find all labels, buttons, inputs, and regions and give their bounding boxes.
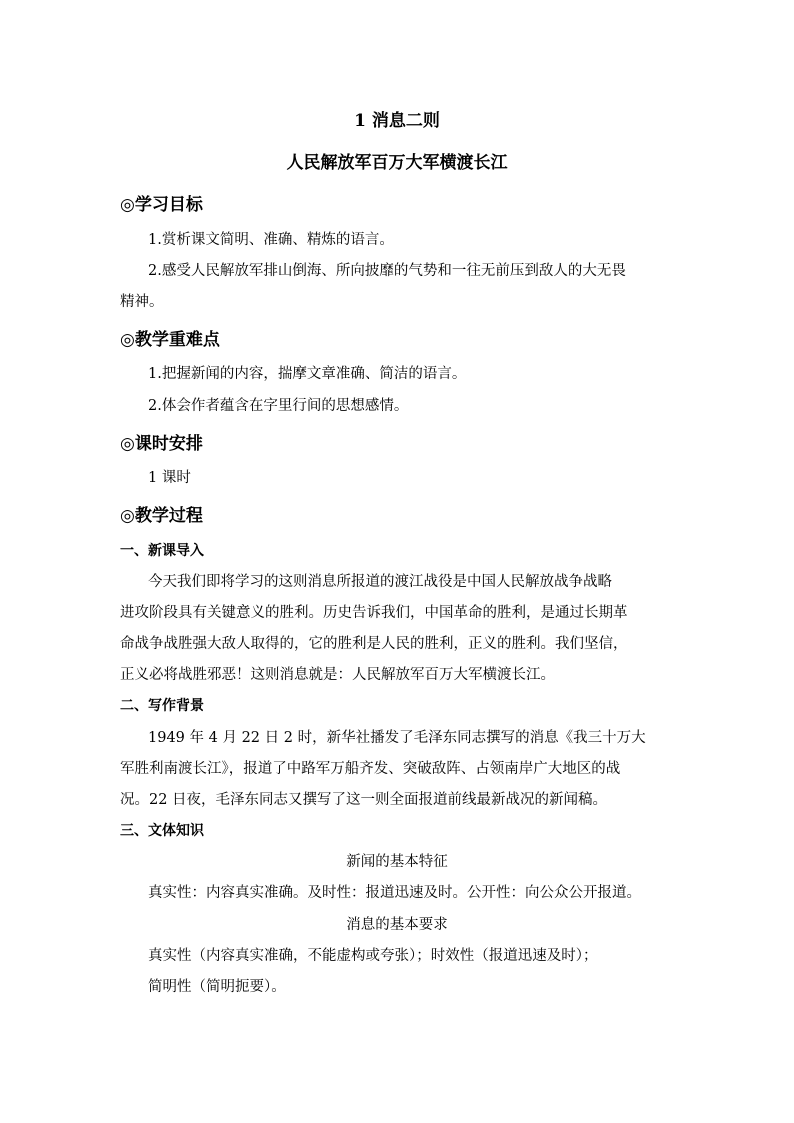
keypoint-item-1: 1.把握新闻的内容，揣摩文章准确、简洁的语言。 — [148, 366, 467, 382]
keypoint-item-2: 2.体会作者蕴含在字里行间的思想感情。 — [148, 398, 409, 414]
part2-line-3: 况。22 日夜，毛泽东同志又撰写了这一则全面报道前线最新战况的新闻稿。 — [120, 792, 608, 808]
process-heading: ◎教学过程 — [120, 506, 203, 526]
part2-line-2: 军胜利南渡长江》，报道了中路军万船齐发、突破敌阵、占领南岸广大地区的战 — [120, 761, 621, 777]
news-features-title: 新闻的基本特征 — [346, 854, 448, 870]
part1-line-3: 命战争战胜强大敌人取得的，它的胜利是人民的胜利，正义的胜利。我们坚信， — [120, 636, 628, 652]
objectives-heading: ◎学习目标 — [120, 195, 203, 215]
part2-heading: 二、写作背景 — [120, 698, 204, 714]
keypoints-heading: ◎教学重难点 — [120, 330, 220, 350]
page-subtitle: 人民解放军百万大军横渡长江 — [286, 153, 508, 173]
part1-line-1: 今天我们即将学习的这则消息所报道的渡江战役是中国人民解放战争战略 — [148, 574, 612, 590]
page-title: 1 消息二则 — [354, 111, 440, 131]
objective-item-1: 1.赏析课文简明、准确、精炼的语言。 — [148, 232, 394, 248]
part3-heading: 三、文体知识 — [120, 823, 204, 839]
objective-item-2-line-1: 2.感受人民解放军排山倒海、所向披靡的气势和一往无前压到敌人的大无畏 — [148, 263, 626, 279]
part1-line-2: 进攻阶段具有关键意义的胜利。历史告诉我们，中国革命的胜利，是通过长期革 — [120, 605, 628, 621]
part2-line-1: 1949 年 4 月 22 日 2 时，新华社播发了毛泽东同志撰写的消息《我三十万大 — [148, 730, 646, 746]
message-requirements-line-1: 真实性（内容真实准确，不能虚构或夸张）；时效性（报道迅速及时）； — [148, 948, 598, 964]
objective-item-2-line-2: 精神。 — [120, 294, 164, 310]
schedule-value: 1 课时 — [148, 470, 191, 486]
part1-line-4: 正义必将战胜邪恶！这则消息就是：人民解放军百万大军横渡长江。 — [120, 667, 555, 683]
news-features-line: 真实性：内容真实准确。及时性：报道迅速及时。公开性：向公众公开报道。 — [148, 885, 641, 901]
message-requirements-title: 消息的基本要求 — [346, 917, 448, 933]
schedule-heading: ◎课时安排 — [120, 434, 203, 454]
part1-heading: 一、新课导入 — [120, 543, 204, 559]
message-requirements-line-2: 简明性（简明扼要）。 — [148, 979, 286, 995]
